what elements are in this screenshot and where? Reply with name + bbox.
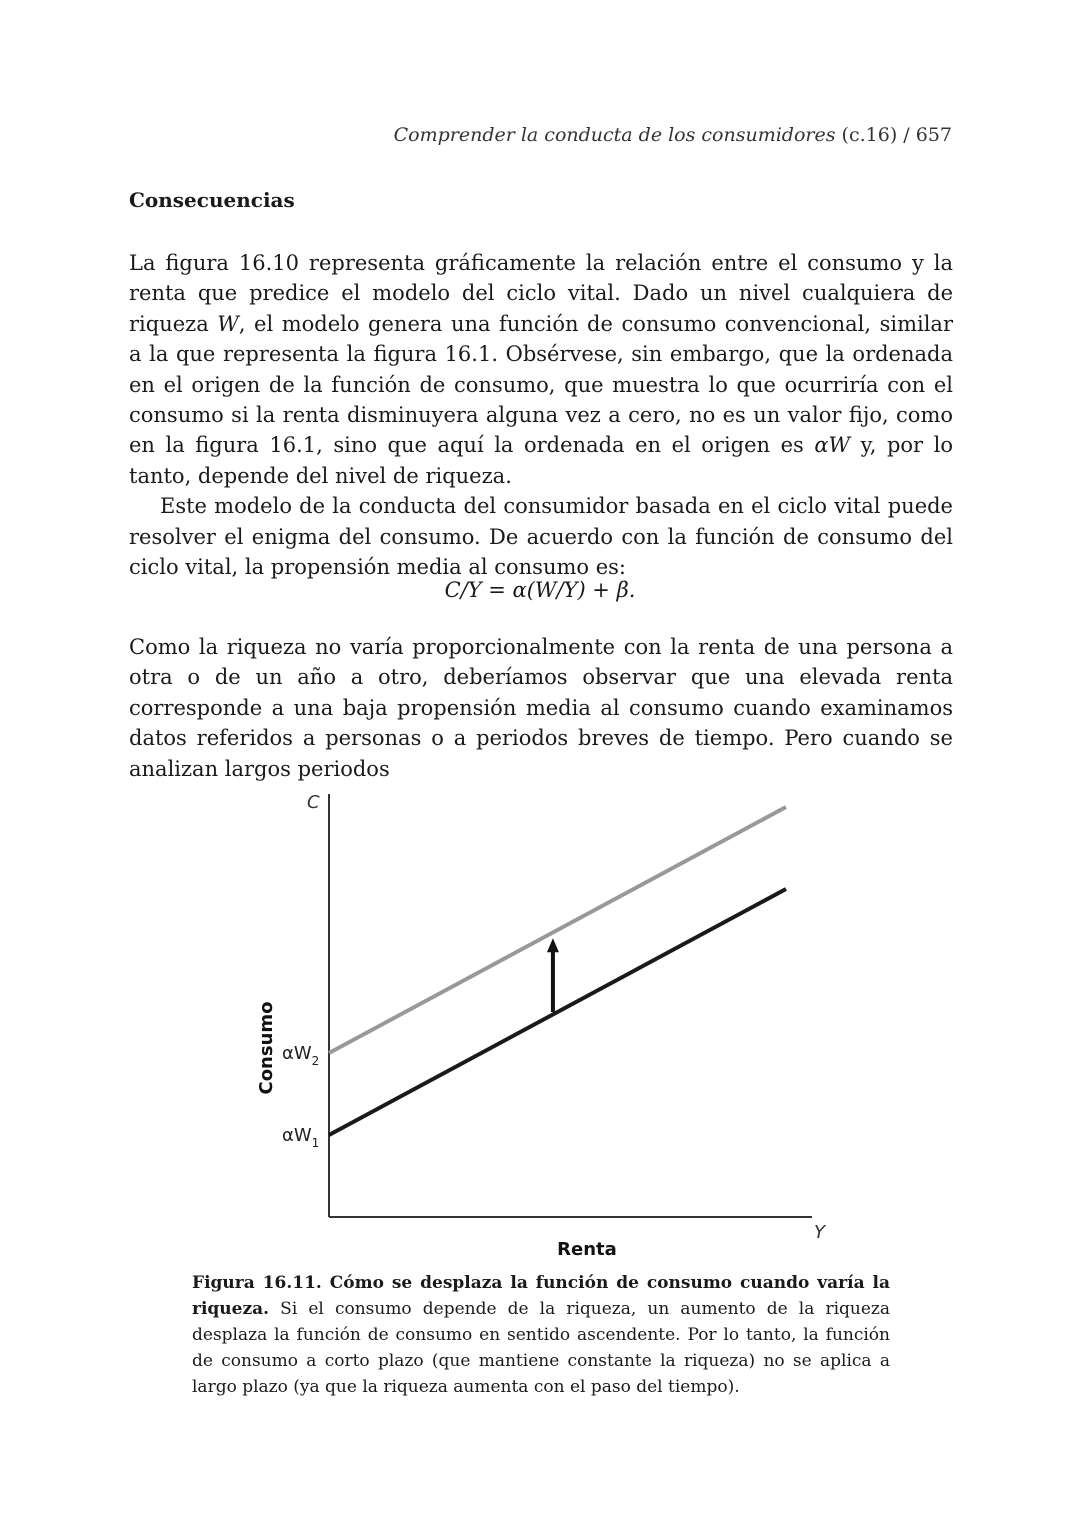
shift-arrow-head [547, 938, 559, 952]
x-axis-letter: Y [814, 1222, 825, 1243]
y-tick-alpha-w2 [282, 1043, 319, 1068]
body-paragraphs-bottom [129, 632, 953, 784]
y-axis-title: Consumo [256, 1001, 277, 1095]
caption-title: Figura 16.11. Cómo se desplaza la función de consumo cuando varía la riqueza. [192, 1273, 890, 1319]
paragraph-1-w: W [217, 311, 239, 336]
paragraph-1-part-1: La figura 16.10 representa gráficamente la relación entre el consumo y la renta que predice el modelo del ciclo vital. Dado un nivel cualquiera de riqueza [129, 251, 953, 336]
running-head [394, 124, 952, 146]
running-title: Comprender la conducta de los consumidores [393, 124, 836, 146]
paragraph-2: Este modelo de la conducta del consumidor basada en el ciclo vital puede resolver el enigma del consumo. De acuerdo con la función de consumo del ciclo vital, la propensión media al consumo es: [129, 494, 953, 580]
x-axis-title: Renta [557, 1239, 617, 1260]
paragraph-1-part-3: y, por lo tanto, depende del nivel de riqueza. [129, 433, 953, 488]
equation: C/Y = α(W/Y) + β. [444, 578, 636, 602]
header-separator: / [903, 124, 910, 146]
paragraph-1-alpha-w: αW [814, 433, 851, 458]
y-tick-alpha-w1-base: αW [282, 1125, 312, 1146]
section-heading: Consecuencias [129, 188, 295, 212]
body-paragraphs-top [129, 248, 953, 582]
paragraph-1 [129, 248, 953, 491]
y-tick-alpha-w2-base: αW [282, 1043, 312, 1064]
caption-text: Si el consumo depende de la riqueza, un aumento de la riqueza desplaza la función de consumo en sentido ascendente. Por lo tanto, la función de consumo a corto plazo (que mantiene constante la riqueza) no se aplica a largo plazo (ya que la riqueza aumenta con el paso del tiempo). [192, 1299, 890, 1397]
figure-caption [192, 1270, 890, 1400]
page-number: 657 [915, 124, 952, 146]
y-tick-alpha-w1-sub: 1 [311, 1136, 320, 1150]
consumption-line-high-wealth [329, 807, 786, 1053]
y-tick-alpha-w1 [282, 1125, 319, 1150]
chapter-label: (c.16) [841, 124, 898, 146]
y-tick-alpha-w1-text [282, 1125, 319, 1150]
y-tick-alpha-w2-sub: 2 [311, 1054, 320, 1068]
y-axis-letter: C [307, 792, 320, 813]
paragraph-1-part-2: , el modelo genera una función de consumo convencional, similar a la que representa la figura 16.1. Obsérvese, sin embargo, que la ordenada en el origen de la función de consumo, que muestra lo que ocurriría con el consumo si la renta disminuyera alguna vez a cero, no es un valor fijo, como en la figura 16.1, sino que aquí la ordenada en el origen es [129, 311, 953, 458]
consumption-chart [0, 780, 1080, 1265]
consumption-line-low-wealth [329, 889, 786, 1135]
paragraph-3: Como la riqueza no varía proporcionalmente con la renta de una persona a otra o de un año a otro, deberíamos observar que una elevada renta corresponde a una baja propensión media al consumo cuando examinamos datos referidos a personas o a periodos breves de tiempo. Pero cuando se analizan largos periodos [129, 635, 953, 781]
y-tick-alpha-w2-text [282, 1043, 319, 1068]
